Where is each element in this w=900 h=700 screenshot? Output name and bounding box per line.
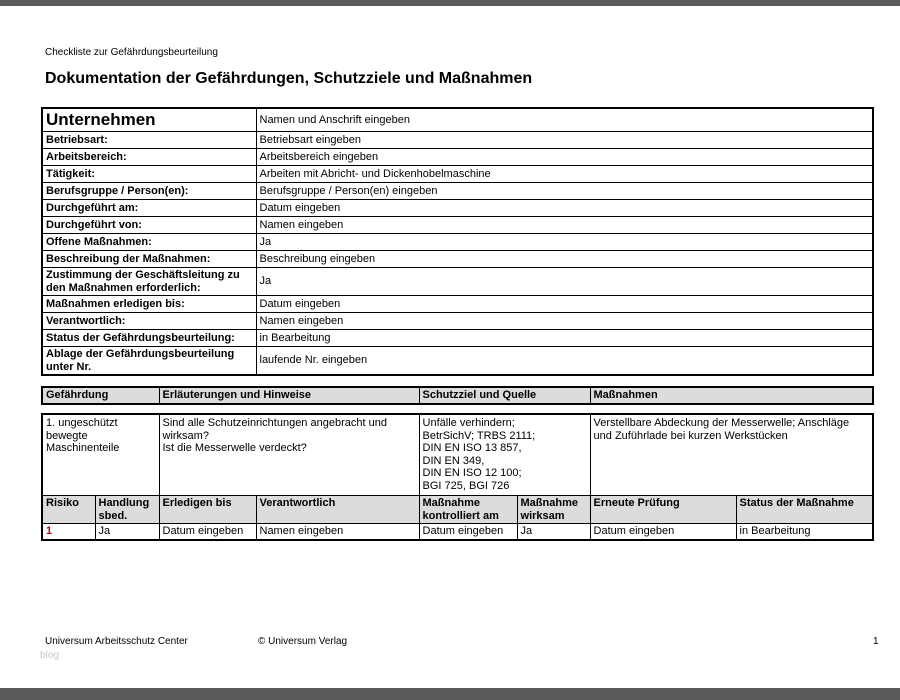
value-erneute-pruefung[interactable]: Datum eingeben [590, 524, 736, 541]
company-info-table [41, 107, 874, 376]
table-row [42, 251, 873, 268]
row-value[interactable]: laufende Nr. eingeben [256, 347, 873, 376]
row-label: Verantwortlich: [42, 313, 256, 330]
header-erneute-pruefung: Erneute Prüfung [590, 496, 736, 524]
row-value[interactable]: Beschreibung eingeben [256, 251, 873, 268]
row-label: Betriebsart: [42, 132, 256, 149]
table-row [42, 347, 873, 376]
status-header-row [42, 496, 873, 524]
row-label: Tätigkeit: [42, 166, 256, 183]
row-label: Berufsgruppe / Person(en): [42, 183, 256, 200]
hazard-schutzziel[interactable]: Unfälle verhindern; BetrSichV; TRBS 2111; DIN EN ISO 13 857, DIN EN 349, DIN EN ISO 12 100; BGI 725, BGI 726 [419, 414, 590, 496]
value-erledigen-bis[interactable]: Datum eingeben [159, 524, 256, 541]
table-row [42, 108, 873, 132]
row-value[interactable]: Namen und Anschrift eingeben [256, 108, 873, 132]
document-title: Dokumentation der Gefährdungen, Schutzziele und Maßnahmen [45, 70, 533, 87]
table-row [42, 296, 873, 313]
hazard-row [42, 414, 873, 496]
header-erledigen-bis: Erledigen bis [159, 496, 256, 524]
row-value[interactable]: Namen eingeben [256, 217, 873, 234]
page-number: 1 [873, 636, 879, 647]
hazard-detail-table [41, 413, 874, 541]
status-value-row [42, 524, 873, 541]
row-value[interactable]: in Bearbeitung [256, 330, 873, 347]
top-bar [0, 0, 900, 6]
hazard-erlaeuterung[interactable]: Sind alle Schutzeinrichtungen angebracht und wirksam? Ist die Messerwelle verdeckt? [159, 414, 419, 496]
hazard-header-table [41, 386, 874, 405]
table-row [42, 330, 873, 347]
row-label: Beschreibung der Maßnahmen: [42, 251, 256, 268]
row-label: Zustimmung der Geschäftsleitung zu den Maßnahmen erforderlich: [42, 268, 256, 296]
row-value[interactable]: Betriebsart eingeben [256, 132, 873, 149]
header-schutzziel: Schutzziel und Quelle [419, 387, 590, 404]
table-row [42, 200, 873, 217]
footer-center: © Universum Verlag [258, 636, 348, 647]
table-header-row [42, 387, 873, 404]
table-row [42, 166, 873, 183]
hazard-massnahmen[interactable]: Verstellbare Abdeckung der Messerwelle; Anschläge und Zuführlade bei kurzen Werkstücken [590, 414, 873, 496]
value-kontrolliert-am[interactable]: Datum eingeben [419, 524, 517, 541]
table-row [42, 217, 873, 234]
row-value[interactable]: Namen eingeben [256, 313, 873, 330]
bottom-bar [0, 688, 900, 700]
footer-left: Universum Arbeitsschutz Center [45, 636, 188, 647]
table-row [42, 132, 873, 149]
row-value[interactable]: Arbeiten mit Abricht- und Dickenhobelmaschine [256, 166, 873, 183]
header-erlaeuterungen: Erläuterungen und Hinweise [159, 387, 419, 404]
table-row [42, 268, 873, 296]
row-label: Ablage der Gefährdungsbeurteilung unter Nr. [42, 347, 256, 376]
row-label: Arbeitsbereich: [42, 149, 256, 166]
header-handlungsbed: Handlung sbed. [95, 496, 159, 524]
table-row [42, 313, 873, 330]
row-value[interactable]: Datum eingeben [256, 296, 873, 313]
header-gefaehrdung: Gefährdung [42, 387, 159, 404]
value-status-massnahme[interactable]: in Bearbeitung [736, 524, 873, 541]
table-row [42, 234, 873, 251]
table-row [42, 149, 873, 166]
header-kontrolliert-am: Maßnahme kontrolliert am [419, 496, 517, 524]
header-massnahmen: Maßnahmen [590, 387, 873, 404]
row-value[interactable]: Datum eingeben [256, 200, 873, 217]
row-value[interactable]: Berufsgruppe / Person(en) eingeben [256, 183, 873, 200]
value-handlungsbed[interactable]: Ja [95, 524, 159, 541]
value-verantwortlich[interactable]: Namen eingeben [256, 524, 419, 541]
row-value[interactable]: Ja [256, 234, 873, 251]
row-label: Durchgeführt von: [42, 217, 256, 234]
row-label: Durchgeführt am: [42, 200, 256, 217]
row-label: Offene Maßnahmen: [42, 234, 256, 251]
value-wirksam[interactable]: Ja [517, 524, 590, 541]
row-label: Maßnahmen erledigen bis: [42, 296, 256, 313]
header-wirksam: Maßnahme wirksam [517, 496, 590, 524]
document-subtitle: Checkliste zur Gefährdungsbeurteilung [45, 47, 218, 58]
row-label: Unternehmen [42, 108, 256, 132]
table-row [42, 183, 873, 200]
header-verantwortlich: Verantwortlich [256, 496, 419, 524]
value-risiko[interactable]: 1 [42, 524, 95, 541]
header-risiko: Risiko [42, 496, 95, 524]
watermark: blog [40, 650, 59, 661]
hazard-gefaehrdung: 1. ungeschützt bewegte Maschinenteile [42, 414, 159, 496]
row-value[interactable]: Ja [256, 268, 873, 296]
header-status-massnahme: Status der Maßnahme [736, 496, 873, 524]
row-label: Status der Gefährdungsbeurteilung: [42, 330, 256, 347]
row-value[interactable]: Arbeitsbereich eingeben [256, 149, 873, 166]
